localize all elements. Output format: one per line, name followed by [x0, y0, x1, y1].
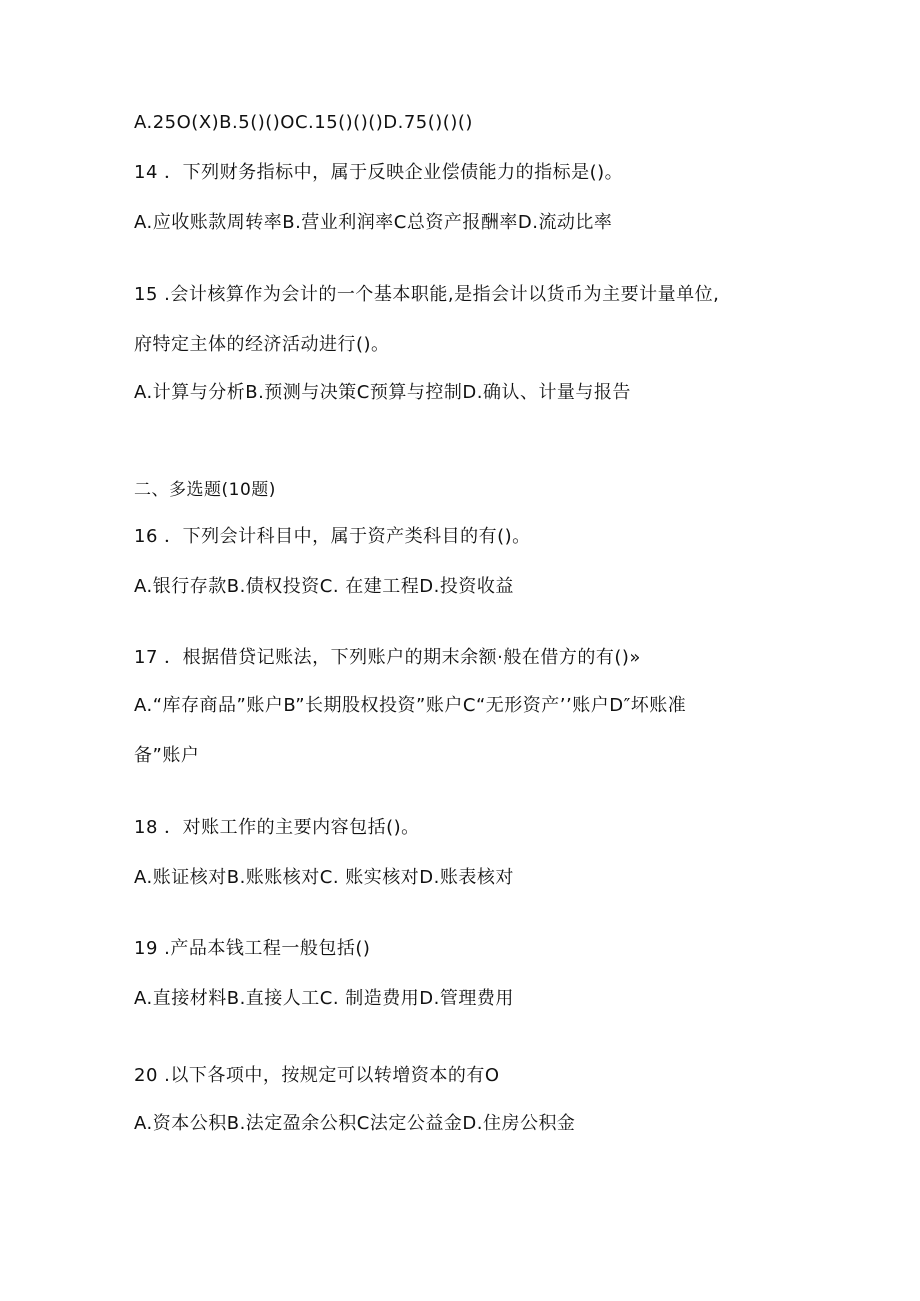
q18-options: A.账证核对B.账账核对C. 账实核对D.账表核对 — [134, 867, 514, 888]
q17-options-line-1: A.“库存商品”账户B”长期股权投资”账户C“无形资产’’账户D″坏账准 — [134, 695, 687, 716]
q19-options: A.直接材料B.直接人工C. 制造费用D.管理费用 — [134, 988, 514, 1009]
q16-stem: 16 ．下列会计科目中，属于资产类科目的有()。 — [134, 526, 531, 547]
section-heading: 二、多选题(10题) — [134, 480, 276, 500]
q14-options: A.应收账款周转率B.营业利润率C总资产报酬率D.流动比率 — [134, 212, 613, 233]
q14-stem: 14 ．下列财务指标中，属于反映企业偿债能力的指标是()。 — [134, 162, 624, 183]
q20-options: A.资本公积B.法定盈余公积C法定公益金D.住房公积金 — [134, 1113, 576, 1134]
q15-stem-line-2: 府特定主体的经济活动进行()。 — [134, 334, 390, 355]
q18-stem: 18 ．对账工作的主要内容包括()。 — [134, 817, 420, 838]
q17-stem: 17 ．根据借贷记账法，下列账户的期末余额·般在借方的有()» — [134, 647, 641, 668]
q16-options: A.银行存款B.债权投资C. 在建工程D.投资收益 — [134, 576, 514, 597]
q13-options: A.25O(X)B.5()()OC.15()()()D.75()()() — [134, 112, 473, 133]
q17-options-line-2: 备”账户 — [134, 745, 200, 766]
q20-stem: 20 .以下各项中，按规定可以转增资本的有O — [134, 1065, 500, 1086]
q15-options: A.计算与分析B.预测与决策C预算与控制D.确认、计量与报告 — [134, 382, 631, 403]
q15-stem-line-1: 15 .会计核算作为会计的一个基本职能,是指会计以货币为主要计量单位, — [134, 284, 720, 305]
q19-stem: 19 .产品本钱工程一般包括() — [134, 938, 371, 959]
